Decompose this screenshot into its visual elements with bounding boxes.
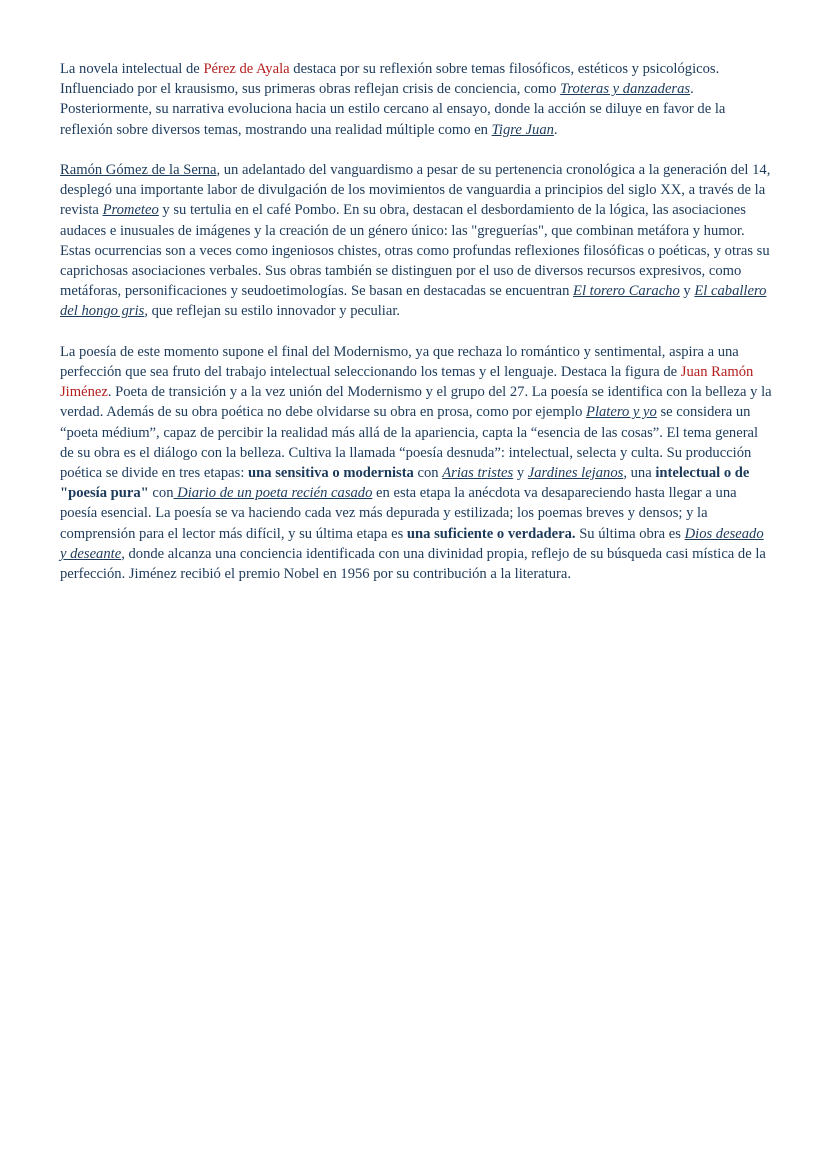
text-run: en esta etapa la anécdota va desapareciendo hasta llegar a una poesía esencial. La poesía se va haciendo cada vez más depurada y estilizada; los poemas breves y densos; y la comprensión para el lector más difícil, y su última etapa es — [60, 485, 737, 542]
author-name-link[interactable]: Ramón Gómez de la Serna — [60, 162, 217, 178]
text-run: . Posteriormente, su narrativa evoluciona hacia un estilo cercano al ensayo, donde la acción se diluye en favor de la reflexión sobre diversos temas, mostrando una realidad múltiple como en — [60, 81, 726, 138]
work-title-link[interactable]: Arias tristes — [442, 465, 514, 482]
text-run: . — [553, 121, 558, 138]
text-run: Su última obra es — [575, 525, 685, 542]
text-run: y — [679, 283, 695, 300]
text-run: , un adelantado del vanguardismo a pesar de su pertenencia cronológica a la generación del 14, desplegó una importante labor de divulgación de los movimientos de vanguardia a principios del siglo XX, a través de la revista — [60, 162, 771, 219]
text-run: La novela intelectual de — [60, 61, 204, 77]
text-run: se considera un “poeta médium”, capaz de percibir la realidad más allá de la apariencia, capta la “esencia de las cosas”. El tema general de su obra es el diálogo con la belleza. Cultiva la llamada “poesía desnuda”: intelectual, selecta y culta. Su producción poética se divide en tres etapas: — [60, 404, 759, 482]
work-title-link[interactable]: Prometeo — [102, 202, 159, 219]
work-title-link[interactable]: El caballero del hongo gris — [60, 283, 767, 320]
paragraph-juan-ramon-jimenez — [60, 342, 772, 584]
text-run: con — [148, 485, 174, 502]
work-title-link[interactable]: Tigre Juan — [491, 121, 554, 138]
author-name: Pérez de Ayala — [203, 61, 290, 77]
text-run: , una — [623, 465, 656, 482]
work-title-link[interactable]: Diario de un poeta recién casado — [173, 485, 373, 502]
stage-label: una suficiente o verdadera. — [406, 525, 576, 542]
work-title-link[interactable]: Jardines lejanos — [527, 465, 624, 482]
work-title-link[interactable]: El torero Caracho — [573, 283, 680, 300]
text-run: , que reflejan su estilo innovador y peculiar. — [144, 303, 401, 320]
text-run: La poesía de este momento supone el final del Modernismo, ya que rechaza lo romántico y sentimental, aspira a una perfección que sea fruto del trabajo intelectual seleccionando los temas y el lenguaje. Destaca la figura de — [60, 343, 739, 381]
work-title-link[interactable]: Platero y yo — [586, 404, 657, 421]
text-run: y su tertulia en el café Pombo. En su obra, destacan el desbordamiento de la lógica, las asociaciones audaces e inusuales de imágenes y la creación de un género único: las "greguerías", que combinan metáfora y humor. Estas ocurrencias son a veces como ingeniosos chistes, otras como profundas reflexiones filosóficas o poéticas, y otras su caprichosas asociaciones verbales. Sus obras también se distinguen por el uso de diversos recursos expresivos, como metáforas, personificaciones y seudoetimologías. Se basan en destacadas se encuentran — [60, 202, 770, 300]
stage-label: una sensitiva o modernista — [248, 465, 414, 482]
text-run: , donde alcanza una conciencia identificada con una divinidad propia, reflejo de su búsqueda casi mística de la perfección. Jiménez recibió el premio Nobel en 1956 por su contribución a la literatura. — [60, 545, 766, 583]
document-body — [60, 59, 772, 604]
text-run: . Poeta de transición y a la vez unión del Modernismo y el grupo del 27. La poesía se identifica con la belleza y la verdad. Además de su obra poética no debe olvidarse su obra en prosa, como por ejemplo — [60, 384, 772, 421]
text-run: y — [513, 465, 528, 482]
paragraph-perez-de-ayala — [60, 59, 772, 140]
work-title-link[interactable]: Troteras y danzaderas — [560, 81, 691, 98]
text-run: con — [413, 465, 443, 482]
paragraph-gomez-de-la-serna — [60, 160, 772, 322]
work-title-link[interactable]: Dios deseado y deseante — [60, 525, 764, 562]
stage-label: intelectual o de "poesía pura" — [60, 465, 750, 502]
author-name: Juan Ramón Jiménez — [60, 364, 754, 401]
text-run: destaca por su reflexión sobre temas filosóficos, estéticos y psicológicos. Influenciado por el krausismo, sus primeras obras reflejan crisis de conciencia, como — [60, 61, 720, 98]
